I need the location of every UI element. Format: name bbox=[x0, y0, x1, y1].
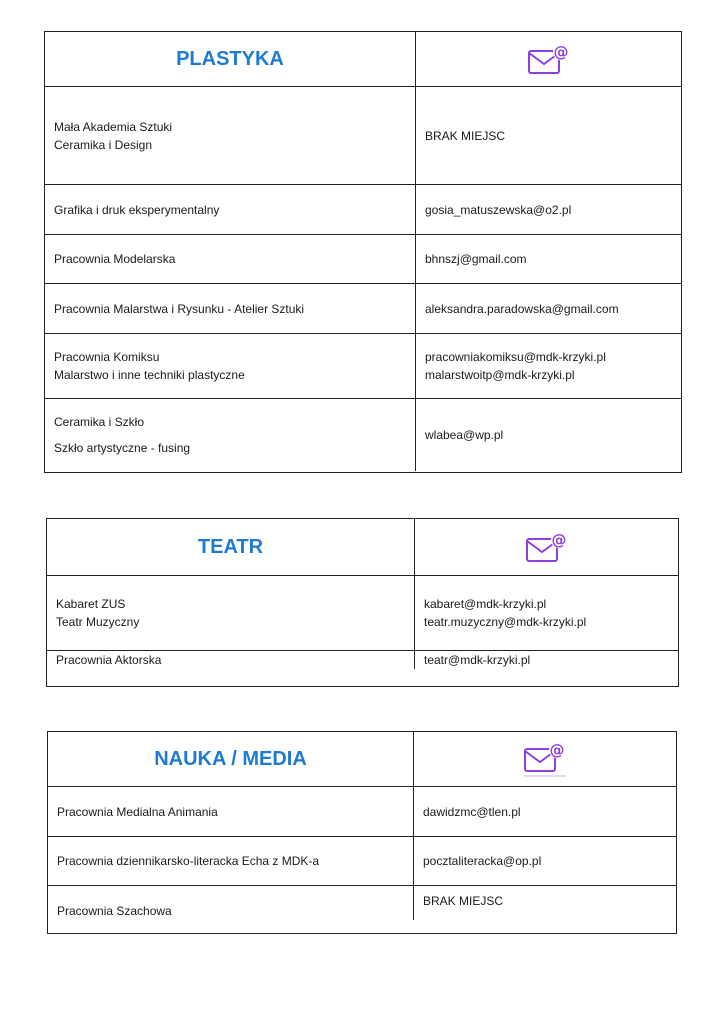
table-row bbox=[48, 786, 676, 836]
workshop-name bbox=[47, 576, 415, 650]
contact-email bbox=[416, 185, 681, 234]
workshop-name bbox=[48, 787, 414, 836]
workshop-name bbox=[47, 651, 415, 669]
contact-email bbox=[416, 235, 681, 283]
table-row bbox=[48, 836, 676, 885]
workshop-name-line: Pracownia Szachowa bbox=[57, 904, 172, 918]
workshop-name bbox=[45, 87, 416, 184]
email-link[interactable]: bhnszj@gmail.com bbox=[425, 252, 527, 266]
email-link[interactable]: malarstwoitp@mdk-krzyki.pl bbox=[425, 368, 575, 382]
workshop-name bbox=[45, 235, 416, 283]
table-row bbox=[48, 885, 676, 920]
table-header-row bbox=[45, 32, 681, 86]
table-row bbox=[45, 86, 681, 184]
workshop-name bbox=[45, 185, 416, 234]
workshop-name bbox=[48, 837, 414, 885]
contact-email bbox=[415, 576, 678, 650]
table-teatr bbox=[46, 518, 679, 687]
email-envelope-at-icon bbox=[522, 740, 568, 778]
email-link[interactable]: dawidzmc@tlen.pl bbox=[423, 804, 521, 819]
contact-email bbox=[414, 787, 676, 836]
svg-text:@: @ bbox=[549, 741, 565, 759]
no-places-label: BRAK MIEJSC bbox=[425, 128, 506, 143]
email-link[interactable]: aleksandra.paradowska@gmail.com bbox=[425, 301, 619, 316]
email-column-header bbox=[416, 32, 681, 86]
contact-email bbox=[416, 334, 681, 398]
no-places-label: BRAK MIEJSC bbox=[423, 894, 504, 908]
email-link[interactable]: pocztaliteracka@op.pl bbox=[423, 854, 542, 868]
workshop-name-line: Kabaret ZUS bbox=[56, 597, 126, 611]
workshop-name-line: Grafika i druk eksperymentalny bbox=[54, 202, 220, 217]
workshop-name bbox=[45, 399, 416, 471]
table-nauka-media bbox=[47, 731, 677, 934]
workshop-name-line: Ceramika i Szkło bbox=[54, 415, 145, 429]
email-envelope-at-icon bbox=[526, 42, 572, 76]
contact-email bbox=[414, 837, 676, 885]
workshop-name-line: Pracownia Aktorska bbox=[56, 653, 162, 667]
svg-text:@: @ bbox=[551, 531, 566, 549]
workshop-name-line: Pracownia dziennikarsko-literacka Echa z MDK-a bbox=[57, 854, 320, 868]
email-link[interactable]: teatr.muzyczny@mdk-krzyki.pl bbox=[424, 615, 587, 629]
contact-email bbox=[416, 399, 681, 471]
table-row bbox=[45, 234, 681, 283]
section-title: PLASTYKA bbox=[45, 32, 416, 86]
workshop-name-line: Ceramika i Design bbox=[54, 137, 153, 152]
workshop-name-line: Pracownia Modelarska bbox=[54, 252, 176, 266]
table-row bbox=[45, 333, 681, 398]
svg-text:@: @ bbox=[553, 43, 568, 61]
workshop-name bbox=[45, 334, 416, 398]
workshop-name bbox=[45, 284, 416, 333]
workshop-name-line: Pracownia Komiksu bbox=[54, 350, 160, 364]
contact-email bbox=[416, 87, 681, 184]
table-header-row bbox=[48, 732, 676, 786]
contact-email bbox=[414, 886, 676, 920]
email-link[interactable]: kabaret@mdk-krzyki.pl bbox=[424, 597, 547, 611]
contact-email bbox=[415, 651, 678, 669]
email-envelope-at-icon bbox=[524, 530, 570, 564]
table-row bbox=[45, 184, 681, 234]
section-title: TEATR bbox=[47, 519, 415, 575]
contact-email bbox=[416, 284, 681, 333]
workshop-name bbox=[48, 886, 414, 920]
workshop-name-line: Mała Akademia Sztuki bbox=[54, 119, 173, 134]
workshop-name-line: Szkło artystyczne - fusing bbox=[54, 441, 191, 455]
table-row bbox=[47, 650, 678, 669]
table-row bbox=[47, 575, 678, 650]
table-plastyka bbox=[44, 31, 682, 473]
email-column-header bbox=[414, 732, 676, 786]
table-row bbox=[45, 283, 681, 333]
email-column-header bbox=[415, 519, 678, 575]
workshop-name-line: Malarstwo i inne techniki plastyczne bbox=[54, 368, 245, 382]
table-row bbox=[45, 398, 681, 471]
email-link[interactable]: gosia_matuszewska@o2.pl bbox=[425, 202, 572, 217]
section-title: NAUKA / MEDIA bbox=[48, 732, 414, 786]
workshop-name-line: Teatr Muzyczny bbox=[56, 615, 140, 629]
email-link[interactable]: teatr@mdk-krzyki.pl bbox=[424, 653, 531, 667]
table-header-row bbox=[47, 519, 678, 575]
email-link[interactable]: wlabea@wp.pl bbox=[425, 428, 504, 442]
workshop-name-line: Pracownia Malarstwa i Rysunku - Atelier Sztuki bbox=[54, 301, 305, 316]
workshop-name-line: Pracownia Medialna Animania bbox=[57, 804, 218, 819]
email-link[interactable]: pracowniakomiksu@mdk-krzyki.pl bbox=[425, 350, 606, 364]
